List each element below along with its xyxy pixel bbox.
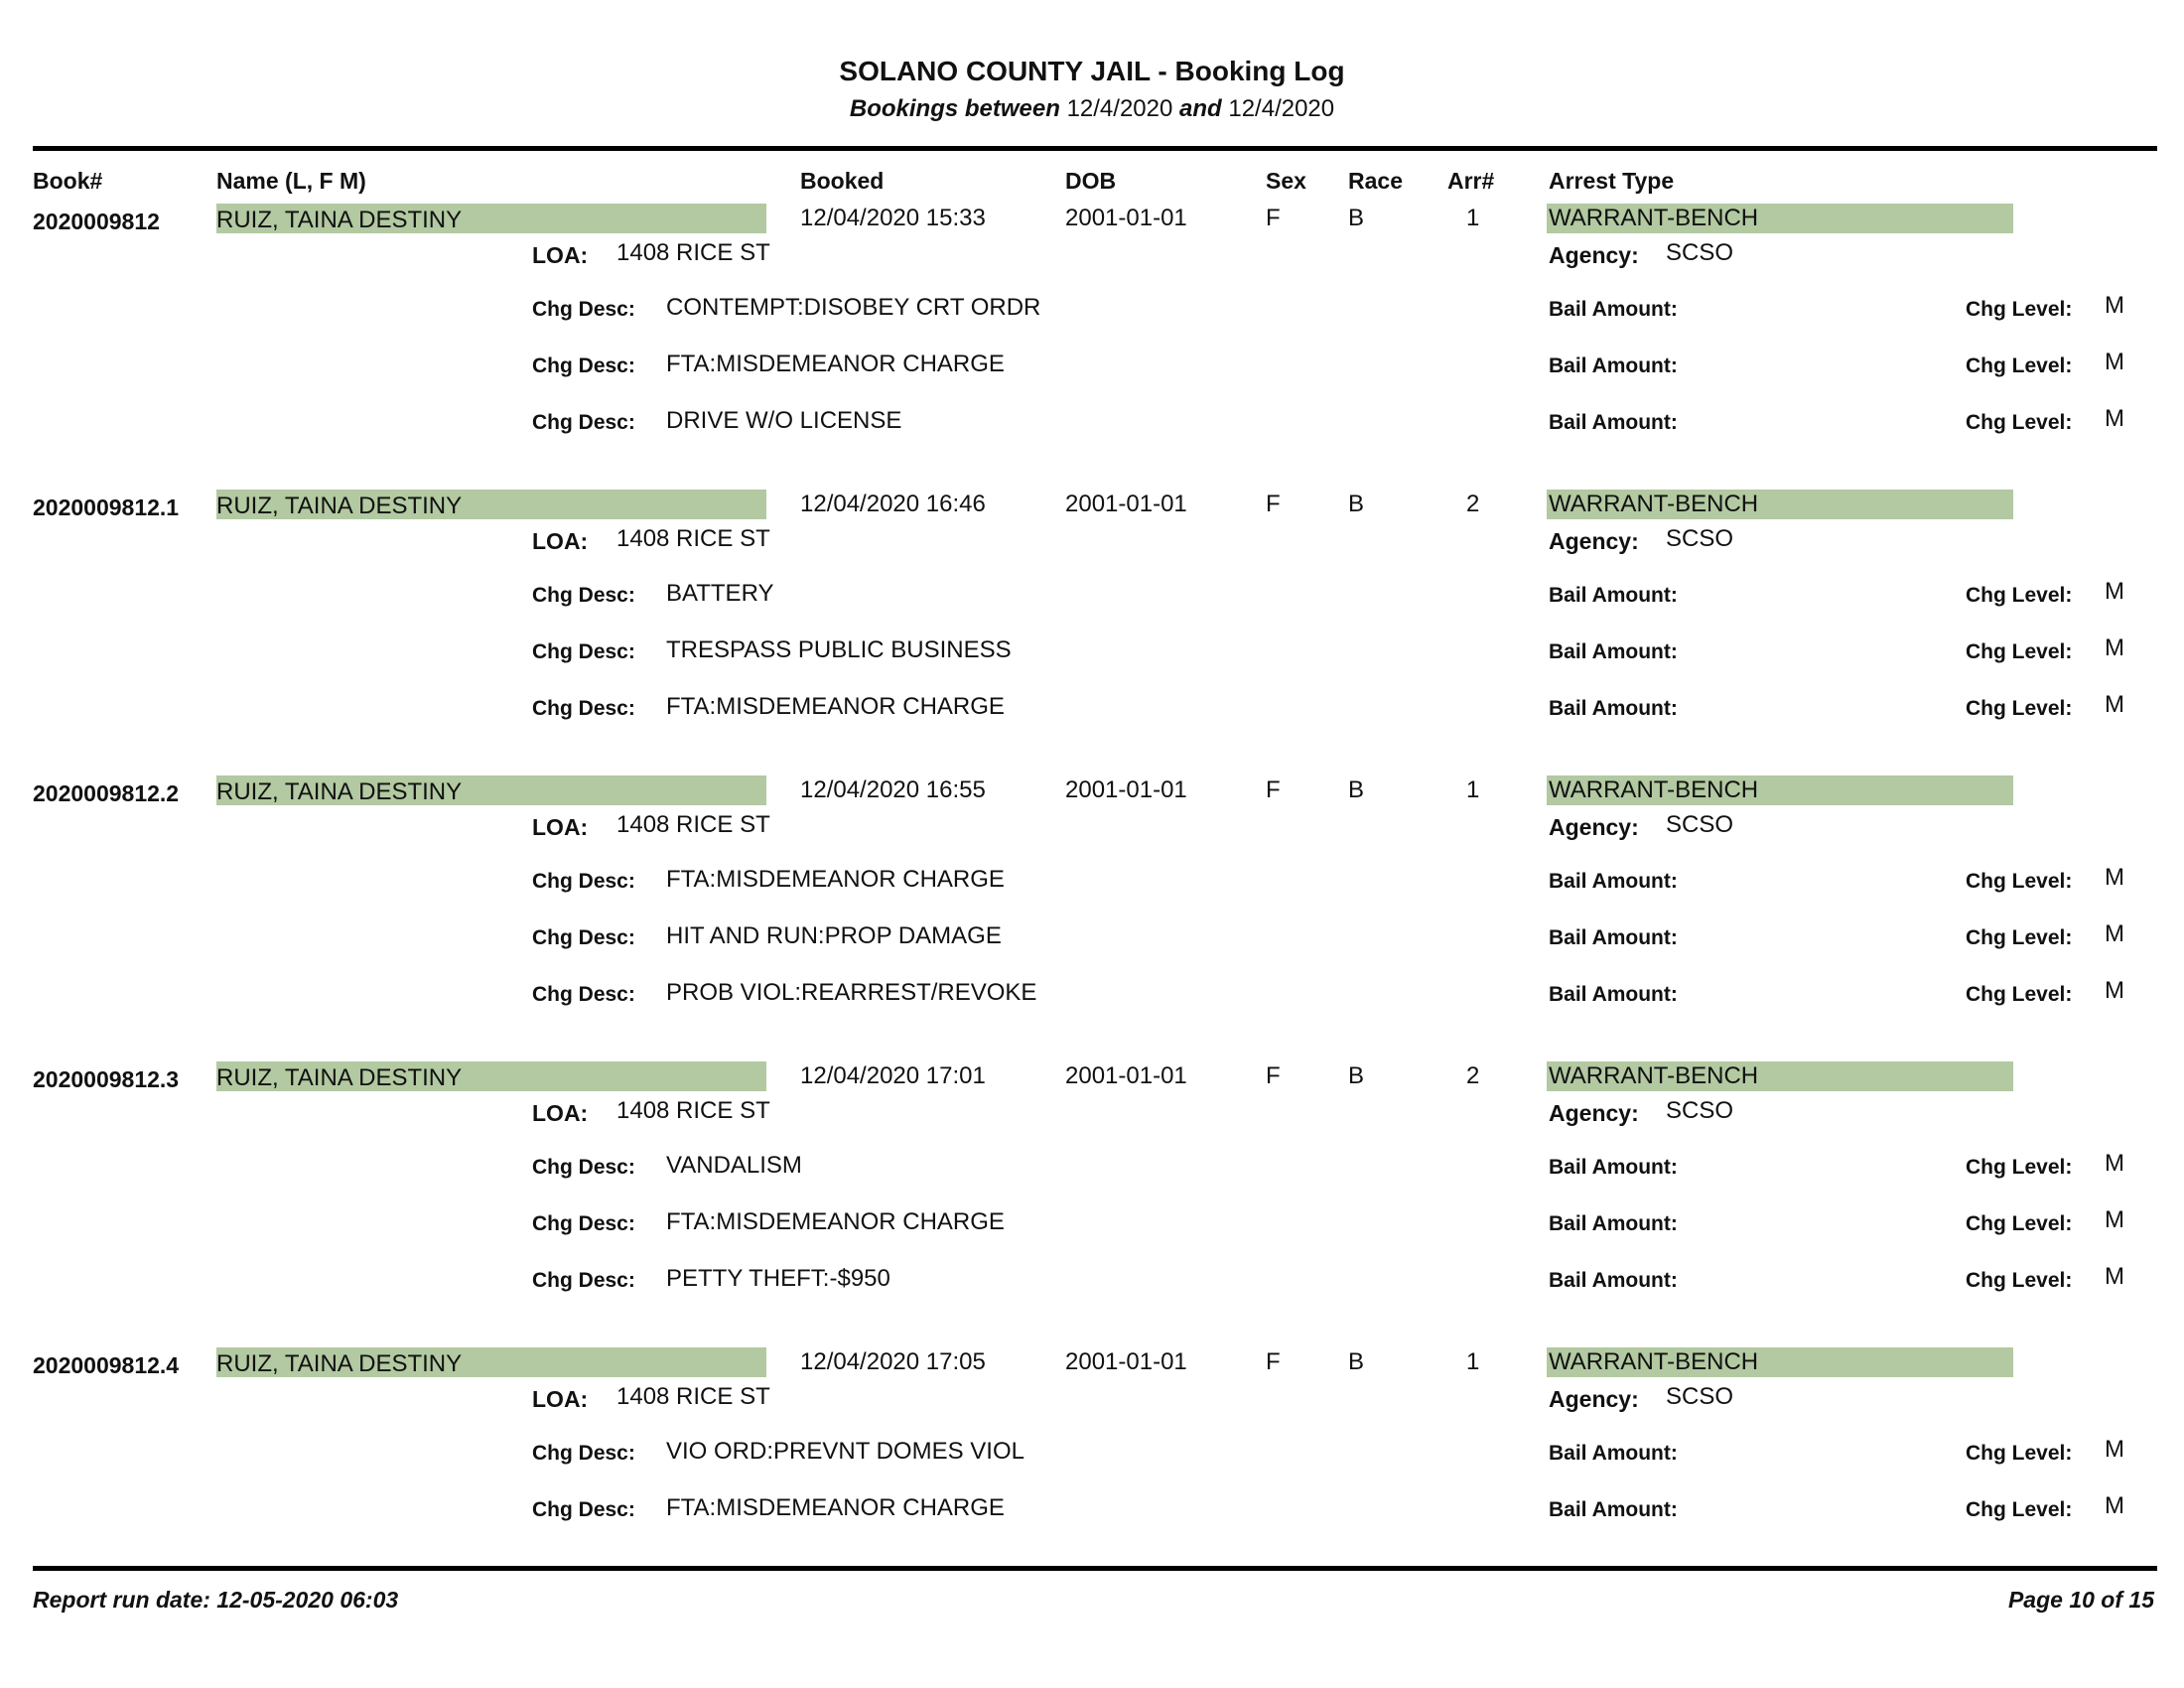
agency-label: Agency: xyxy=(1549,242,1639,268)
agency-value: SCSO xyxy=(1666,525,1734,552)
inmate-name: RUIZ, TAINA DESTINY xyxy=(216,492,463,519)
book-number: 2020009812.3 xyxy=(33,1066,180,1092)
agency-label: Agency: xyxy=(1549,1100,1639,1126)
loa-value: 1408 RICE ST xyxy=(616,811,770,838)
loa-value: 1408 RICE ST xyxy=(616,1097,770,1124)
charge-level: M xyxy=(2105,578,2124,605)
booked-datetime: 12/04/2020 16:46 xyxy=(800,491,986,517)
header-divider xyxy=(33,146,2157,151)
bail-amount-label: Bail Amount: xyxy=(1549,1442,1678,1465)
bail-amount-label: Bail Amount: xyxy=(1549,298,1678,321)
arrest-number: 2 xyxy=(1466,491,1480,517)
sex: F xyxy=(1266,1062,1281,1089)
page-number: Page 10 of 15 xyxy=(2007,1587,2154,1613)
race: B xyxy=(1348,1348,1365,1375)
bail-amount-label: Bail Amount: xyxy=(1549,1498,1678,1521)
col-arrest-type: Arrest Type xyxy=(1549,168,1675,194)
charge-description: BATTERY xyxy=(666,580,774,607)
dob: 2001-01-01 xyxy=(1065,491,1187,517)
chg-level-label: Chg Level: xyxy=(1966,1269,2073,1292)
book-number: 2020009812.4 xyxy=(33,1352,180,1378)
subtitle-and: and xyxy=(1179,95,1222,122)
inmate-name: RUIZ, TAINA DESTINY xyxy=(216,1350,463,1377)
date-from: 12/4/2020 xyxy=(1066,95,1173,122)
bail-amount-label: Bail Amount: xyxy=(1549,1212,1678,1235)
sex: F xyxy=(1266,776,1281,803)
agency-value: SCSO xyxy=(1666,811,1734,838)
chg-desc-label: Chg Desc: xyxy=(532,1269,635,1292)
chg-desc-label: Chg Desc: xyxy=(532,1442,635,1465)
chg-desc-label: Chg Desc: xyxy=(532,584,635,607)
booked-datetime: 12/04/2020 17:05 xyxy=(800,1348,986,1375)
chg-desc-label: Chg Desc: xyxy=(532,1212,635,1235)
report-title: SOLANO COUNTY JAIL - Booking Log xyxy=(839,56,1345,86)
charge-description: DRIVE W/O LICENSE xyxy=(666,407,902,434)
col-book: Book# xyxy=(33,168,103,194)
dob: 2001-01-01 xyxy=(1065,776,1187,803)
chg-level-label: Chg Level: xyxy=(1966,298,2073,321)
charge-description: FTA:MISDEMEANOR CHARGE xyxy=(666,1208,1005,1235)
charge-level: M xyxy=(2105,977,2124,1004)
chg-desc-label: Chg Desc: xyxy=(532,298,635,321)
chg-level-label: Chg Level: xyxy=(1966,697,2073,720)
sex: F xyxy=(1266,1348,1281,1375)
loa-label: LOA: xyxy=(532,528,589,554)
bail-amount-label: Bail Amount: xyxy=(1549,584,1678,607)
loa-value: 1408 RICE ST xyxy=(616,239,770,266)
agency-value: SCSO xyxy=(1666,1383,1734,1410)
arrest-type: WARRANT-BENCH xyxy=(1549,776,1759,803)
arrest-number: 1 xyxy=(1466,776,1480,803)
arrest-number: 1 xyxy=(1466,1348,1480,1375)
chg-level-label: Chg Level: xyxy=(1966,411,2073,434)
charge-level: M xyxy=(2105,864,2124,891)
charge-description: FTA:MISDEMEANOR CHARGE xyxy=(666,693,1005,720)
chg-desc-label: Chg Desc: xyxy=(532,926,635,949)
arrest-number: 1 xyxy=(1466,205,1480,231)
chg-level-label: Chg Level: xyxy=(1966,983,2073,1006)
report-run-date: Report run date: 12-05-2020 06:03 xyxy=(33,1587,399,1613)
subtitle-prefix: Bookings between xyxy=(849,95,1060,122)
agency-label: Agency: xyxy=(1549,528,1639,554)
chg-level-label: Chg Level: xyxy=(1966,1442,2073,1465)
booked-datetime: 12/04/2020 16:55 xyxy=(800,776,986,803)
charge-level: M xyxy=(2105,1263,2124,1290)
dob: 2001-01-01 xyxy=(1065,1348,1187,1375)
chg-desc-label: Chg Desc: xyxy=(532,1156,635,1179)
col-name: Name (L, F M) xyxy=(216,168,366,194)
col-sex: Sex xyxy=(1266,168,1306,194)
chg-desc-label: Chg Desc: xyxy=(532,640,635,663)
charge-level: M xyxy=(2105,405,2124,432)
agency-value: SCSO xyxy=(1666,239,1734,266)
chg-level-label: Chg Level: xyxy=(1966,354,2073,377)
loa-value: 1408 RICE ST xyxy=(616,1383,770,1410)
agency-label: Agency: xyxy=(1549,814,1639,840)
bail-amount-label: Bail Amount: xyxy=(1549,870,1678,893)
col-arr: Arr# xyxy=(1447,168,1495,194)
chg-level-label: Chg Level: xyxy=(1966,1498,2073,1521)
bail-amount-label: Bail Amount: xyxy=(1549,1269,1678,1292)
chg-level-label: Chg Level: xyxy=(1966,926,2073,949)
sex: F xyxy=(1266,205,1281,231)
chg-desc-label: Chg Desc: xyxy=(532,870,635,893)
footer-divider xyxy=(33,1566,2157,1571)
race: B xyxy=(1348,1062,1365,1089)
charge-level: M xyxy=(2105,1206,2124,1233)
inmate-name: RUIZ, TAINA DESTINY xyxy=(216,207,463,233)
charge-level: M xyxy=(2105,920,2124,947)
bail-amount-label: Bail Amount: xyxy=(1549,926,1678,949)
bail-amount-label: Bail Amount: xyxy=(1549,354,1678,377)
booked-datetime: 12/04/2020 15:33 xyxy=(800,205,986,231)
chg-desc-label: Chg Desc: xyxy=(532,354,635,377)
bail-amount-label: Bail Amount: xyxy=(1549,1156,1678,1179)
inmate-name: RUIZ, TAINA DESTINY xyxy=(216,778,463,805)
agency-value: SCSO xyxy=(1666,1097,1734,1124)
charge-description: VIO ORD:PREVNT DOMES VIOL xyxy=(666,1438,1024,1465)
chg-level-label: Chg Level: xyxy=(1966,1212,2073,1235)
charge-description: HIT AND RUN:PROP DAMAGE xyxy=(666,922,1002,949)
charge-level: M xyxy=(2105,634,2124,661)
charge-description: VANDALISM xyxy=(666,1152,802,1179)
charge-description: PROB VIOL:REARREST/REVOKE xyxy=(666,979,1037,1006)
loa-label: LOA: xyxy=(532,1386,589,1412)
chg-desc-label: Chg Desc: xyxy=(532,411,635,434)
book-number: 2020009812.2 xyxy=(33,780,180,806)
chg-desc-label: Chg Desc: xyxy=(532,697,635,720)
arrest-type: WARRANT-BENCH xyxy=(1549,1348,1759,1375)
chg-level-label: Chg Level: xyxy=(1966,640,2073,663)
chg-level-label: Chg Level: xyxy=(1966,584,2073,607)
loa-label: LOA: xyxy=(532,242,589,268)
charge-description: FTA:MISDEMEANOR CHARGE xyxy=(666,1494,1005,1521)
charge-level: M xyxy=(2105,1436,2124,1463)
book-number: 2020009812.1 xyxy=(33,494,180,520)
bail-amount-label: Bail Amount: xyxy=(1549,697,1678,720)
inmate-name: RUIZ, TAINA DESTINY xyxy=(216,1064,463,1091)
report-subtitle xyxy=(0,95,2184,123)
loa-label: LOA: xyxy=(532,1100,589,1126)
arrest-type: WARRANT-BENCH xyxy=(1549,1062,1759,1089)
bail-amount-label: Bail Amount: xyxy=(1549,411,1678,434)
bail-amount-label: Bail Amount: xyxy=(1549,640,1678,663)
chg-desc-label: Chg Desc: xyxy=(532,983,635,1006)
bail-amount-label: Bail Amount: xyxy=(1549,983,1678,1006)
charge-level: M xyxy=(2105,1492,2124,1519)
chg-level-label: Chg Level: xyxy=(1966,870,2073,893)
charge-level: M xyxy=(2105,691,2124,718)
loa-label: LOA: xyxy=(532,814,589,840)
sex: F xyxy=(1266,491,1281,517)
booked-datetime: 12/04/2020 17:01 xyxy=(800,1062,986,1089)
charge-description: PETTY THEFT:-$950 xyxy=(666,1265,890,1292)
chg-desc-label: Chg Desc: xyxy=(532,1498,635,1521)
arrest-number: 2 xyxy=(1466,1062,1480,1089)
date-to: 12/4/2020 xyxy=(1228,95,1335,122)
chg-level-label: Chg Level: xyxy=(1966,1156,2073,1179)
agency-label: Agency: xyxy=(1549,1386,1639,1412)
charge-level: M xyxy=(2105,1150,2124,1177)
race: B xyxy=(1348,205,1365,231)
charge-description: FTA:MISDEMEANOR CHARGE xyxy=(666,866,1005,893)
charge-description: TRESPASS PUBLIC BUSINESS xyxy=(666,636,1012,663)
charge-level: M xyxy=(2105,292,2124,319)
dob: 2001-01-01 xyxy=(1065,205,1187,231)
race: B xyxy=(1348,776,1365,803)
col-dob: DOB xyxy=(1065,168,1117,194)
arrest-type: WARRANT-BENCH xyxy=(1549,491,1759,517)
arrest-type: WARRANT-BENCH xyxy=(1549,205,1759,231)
charge-level: M xyxy=(2105,349,2124,375)
dob: 2001-01-01 xyxy=(1065,1062,1187,1089)
book-number: 2020009812 xyxy=(33,209,160,234)
col-race: Race xyxy=(1348,168,1403,194)
charge-description: CONTEMPT:DISOBEY CRT ORDR xyxy=(666,294,1041,321)
race: B xyxy=(1348,491,1365,517)
loa-value: 1408 RICE ST xyxy=(616,525,770,552)
col-booked: Booked xyxy=(800,168,885,194)
charge-description: FTA:MISDEMEANOR CHARGE xyxy=(666,351,1005,377)
